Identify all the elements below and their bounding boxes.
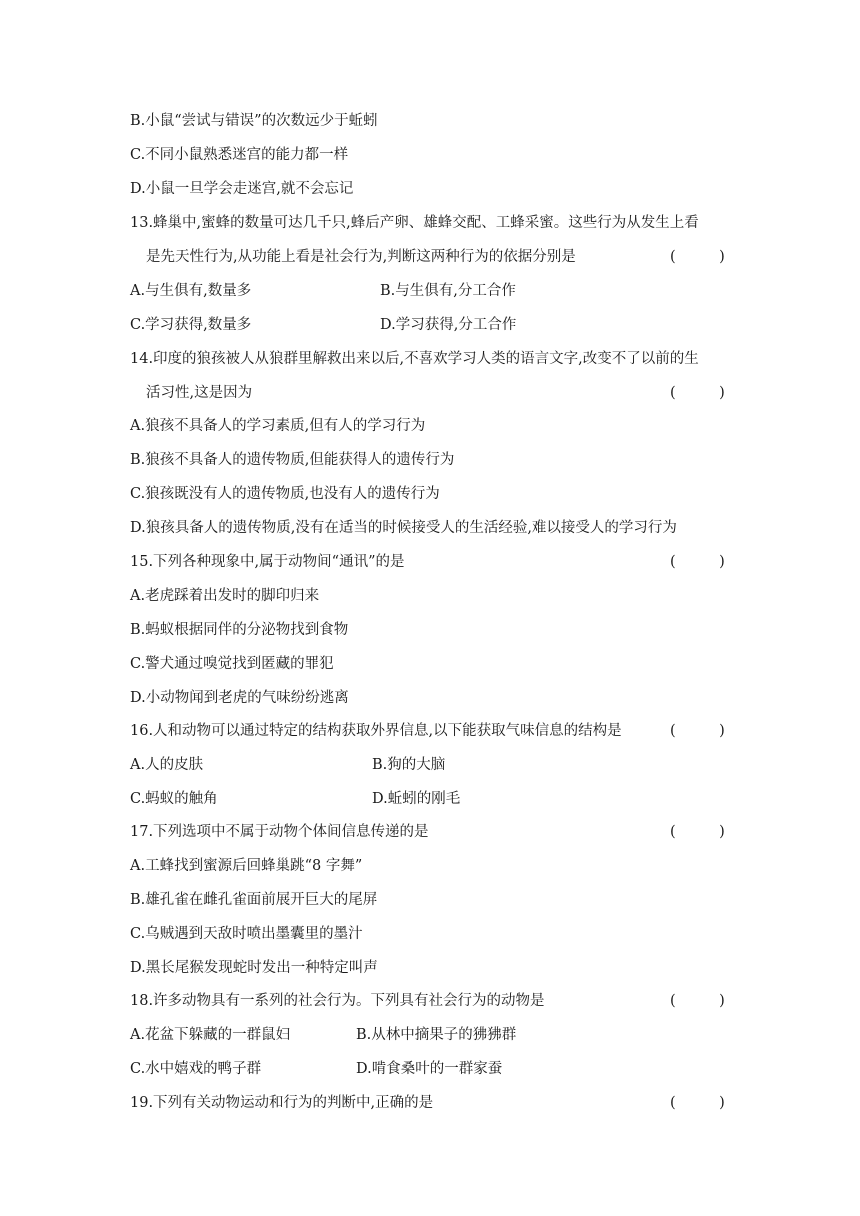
q17-stem: 17.下列选项中不属于动物个体间信息传递的是: [130, 824, 429, 840]
q18-option-b: B.从林中摘果子的狒狒群: [356, 1027, 517, 1043]
q12-option-c: C.不同小鼠熟悉迷宫的能力都一样: [130, 147, 349, 163]
q17-option-b: B.雄孔雀在雌孔雀面前展开巨大的尾屏: [130, 892, 378, 908]
q15-option-c: C.警犬通过嗅觉找到匿藏的罪犯: [130, 656, 334, 672]
q17-answer-blank: ( ): [670, 824, 725, 840]
q16-option-d: D.蚯蚓的刚毛: [372, 791, 461, 807]
q17-option-c: C.乌贼遇到天敌时喷出墨囊里的墨汁: [130, 926, 363, 942]
q13-option-c: C.学习获得,数量多: [130, 317, 252, 333]
q13-stem-line1: 13.蜂巢中,蜜蜂的数量可达几千只,蜂后产卵、雄蜂交配、工蜂采蜜。这些行为从发生上看: [130, 215, 699, 231]
q18-answer-blank: ( ): [670, 993, 725, 1009]
q18-stem: 18.许多动物具有一系列的社会行为。下列具有社会行为的动物是: [130, 993, 545, 1009]
q16-option-c: C.蚂蚁的触角: [130, 791, 218, 807]
q14-stem-line1: 14.印度的狼孩被人从狼群里解救出来以后,不喜欢学习人类的语言文字,改变不了以前的生: [130, 351, 699, 367]
q12-option-b: B.小鼠“尝试与错误”的次数远少于蚯蚓: [130, 113, 378, 129]
q14-option-b: B.狼孩不具备人的遗传物质,但能获得人的遗传行为: [130, 452, 455, 468]
q18-option-d: D.啃食桑叶的一群家蚕: [356, 1061, 503, 1077]
q13-option-d: D.学习获得,分工合作: [380, 317, 517, 333]
q16-option-b: B.狗的大脑: [372, 757, 446, 773]
q13-option-a: A.与生俱有,数量多: [130, 283, 252, 299]
q17-option-d: D.黑长尾猴发现蛇时发出一种特定叫声: [130, 960, 378, 976]
q14-stem-line2: 活习性,这是因为: [146, 385, 253, 401]
q18-option-c: C.水中嬉戏的鸭子群: [130, 1061, 262, 1077]
q17-option-a: A.工蜂找到蜜源后回蜂巢跳“8 字舞”: [130, 858, 363, 874]
q14-answer-blank: ( ): [670, 385, 725, 401]
q19-answer-blank: ( ): [670, 1095, 725, 1111]
q14-option-c: C.狼孩既没有人的遗传物质,也没有人的遗传行为: [130, 486, 440, 502]
q15-answer-blank: ( ): [670, 554, 725, 570]
q13-stem-line2: 是先天性行为,从功能上看是社会行为,判断这两种行为的依据分别是: [146, 249, 576, 265]
q15-stem: 15.下列各种现象中,属于动物间“通讯”的是: [130, 554, 405, 570]
q15-option-b: B.蚂蚁根据同伴的分泌物找到食物: [130, 622, 349, 638]
q13-option-b: B.与生俱有,分工合作: [380, 283, 516, 299]
q16-stem: 16.人和动物可以通过特定的结构获取外界信息,以下能获取气味信息的结构是: [130, 723, 622, 739]
q13-answer-blank: ( ): [670, 249, 725, 265]
q18-option-a: A.花盆下躲藏的一群鼠妇: [130, 1027, 291, 1043]
q16-answer-blank: ( ): [670, 723, 725, 739]
q14-option-a: A.狼孩不具备人的学习素质,但有人的学习行为: [130, 418, 426, 434]
q14-option-d: D.狼孩具备人的遗传物质,没有在适当的时候接受人的生活经验,难以接受人的学习行为: [130, 520, 677, 536]
q19-stem: 19.下列有关动物运动和行为的判断中,正确的是: [130, 1095, 434, 1111]
q16-option-a: A.人的皮肤: [130, 757, 204, 773]
q15-option-a: A.老虎踩着出发时的脚印归来: [130, 588, 320, 604]
q12-option-d: D.小鼠一旦学会走迷宫,就不会忘记: [130, 181, 354, 197]
q15-option-d: D.小动物闻到老虎的气味纷纷逃离: [130, 690, 349, 706]
